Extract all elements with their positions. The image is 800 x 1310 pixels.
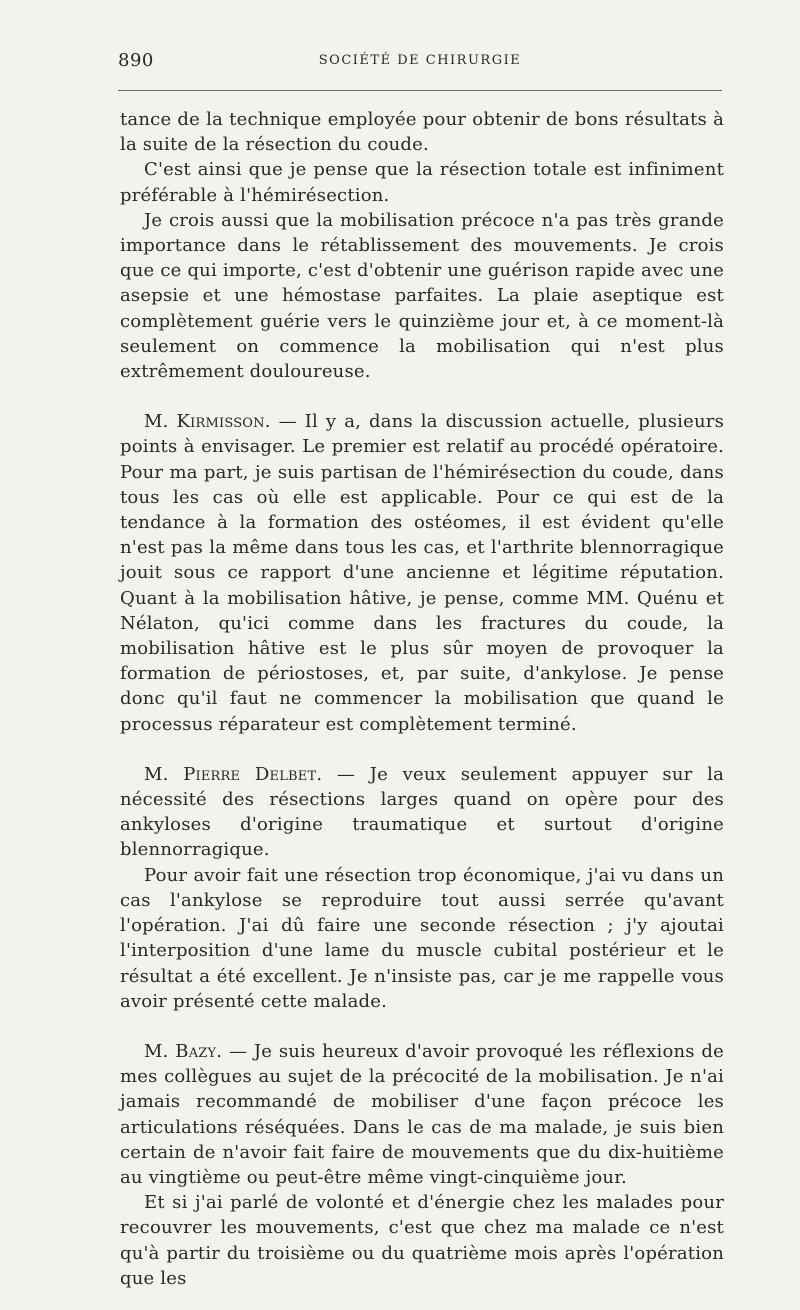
- speech-kirmisson: [120, 409, 724, 737]
- speech-text: — Il y a, dans la discussion actuelle, plusieurs points à envisager. Le premier est relatif au procédé opératoire. Pour ma part, je suis partisan de l'hémirésection du coude, dans tous les cas où elle est applicable. Pour ce qui est de la tendance à la formation des ostéomes, il est évident qu'elle n'est pas la même dans tous les cas, et l'arthrite blennorragique jouit sous ce rapport d'une ancienne et légitime réputation. Quant à la mobilisation hâtive, je pense, comme MM. Quénu et Nélaton, qu'ici comme dans les fractures du coude, la mobilisation hâtive est le plus sûr moyen de provoquer la formation de périostoses, et, par suite, d'ankylose. Je pense donc qu'il faut ne commencer la mobilisation que quand le processus réparateur est complètement terminé.: [120, 411, 725, 735]
- paragraph: Je crois aussi que la mobilisation précoce n'a pas très grande importance dans le rétablissement des mouvements. Je crois que ce qui importe, c'est d'obtenir une guérison rapide avec une asepsie et une hémostase parfaites. La plaie aseptique est complètement guérie vers le quinzième jour et, à ce moment-là seulement on commence la mobilisation qui n'est plus extrêmement douloureuse.: [120, 209, 724, 383]
- speaker-name: Bazy.: [175, 1040, 223, 1062]
- speech-bazy: [120, 1039, 724, 1190]
- body-text: [120, 107, 724, 1291]
- page-number: 890: [118, 50, 154, 71]
- speaker-name: Pierre Delbet.: [183, 763, 323, 785]
- speech-text: — Je suis heureux d'avoir provoqué les réflexions de mes collègues au sujet de la précocité de la mobilisation. Je n'ai jamais recommandé de mobiliser d'une façon précoce les articulations réséquées. Dans le cas de ma malade, je suis bien certain de n'avoir fait faire de mouvements que du dix-huitième au vingtième ou peut-être même vingt-cinquième jour.: [120, 1040, 725, 1188]
- speaker-label: M. Pierre Delbet.: [144, 763, 323, 785]
- page-header: [118, 50, 722, 74]
- paragraph-continuation: tance de la technique employée pour obtenir de bons résultats à la suite de la résection du coude.: [120, 109, 724, 156]
- running-head: SOCIÉTÉ DE CHIRURGIE: [318, 53, 522, 68]
- speaker-name: Kirmisson.: [176, 411, 271, 433]
- speaker-label: M. Bazy.: [144, 1040, 223, 1062]
- paragraph: Et si j'ai parlé de volonté et d'énergie chez les malades pour recouvrer les mouvements, c'est que chez ma malade ce n'est qu'à partir du troisième ou du quatrième mois après l'opération que les: [120, 1192, 724, 1289]
- speech-delbet: [120, 762, 724, 863]
- header-rule: [118, 90, 722, 91]
- paragraph: Pour avoir fait une résection trop économique, j'ai vu dans un cas l'ankylose se reproduire tout aussi serrée qu'avant l'opération. J'ai dû faire une seconde résection ; j'y ajoutai l'interposition d'une lame du muscle cubital postérieur et le résultat a été excellent. Je n'insiste pas, car je me rappelle vous avoir présenté cette malade.: [120, 864, 724, 1012]
- speaker-label: M. Kirmisson.: [144, 411, 271, 433]
- paragraph: C'est ainsi que je pense que la résection totale est infiniment préférable à l'hémirésection.: [120, 159, 724, 206]
- speech-text: — Je veux seulement appuyer sur la nécessité des résections larges quand on opère pour des ankyloses d'origine traumatique et surtout d'origine blennorragique.: [120, 763, 724, 861]
